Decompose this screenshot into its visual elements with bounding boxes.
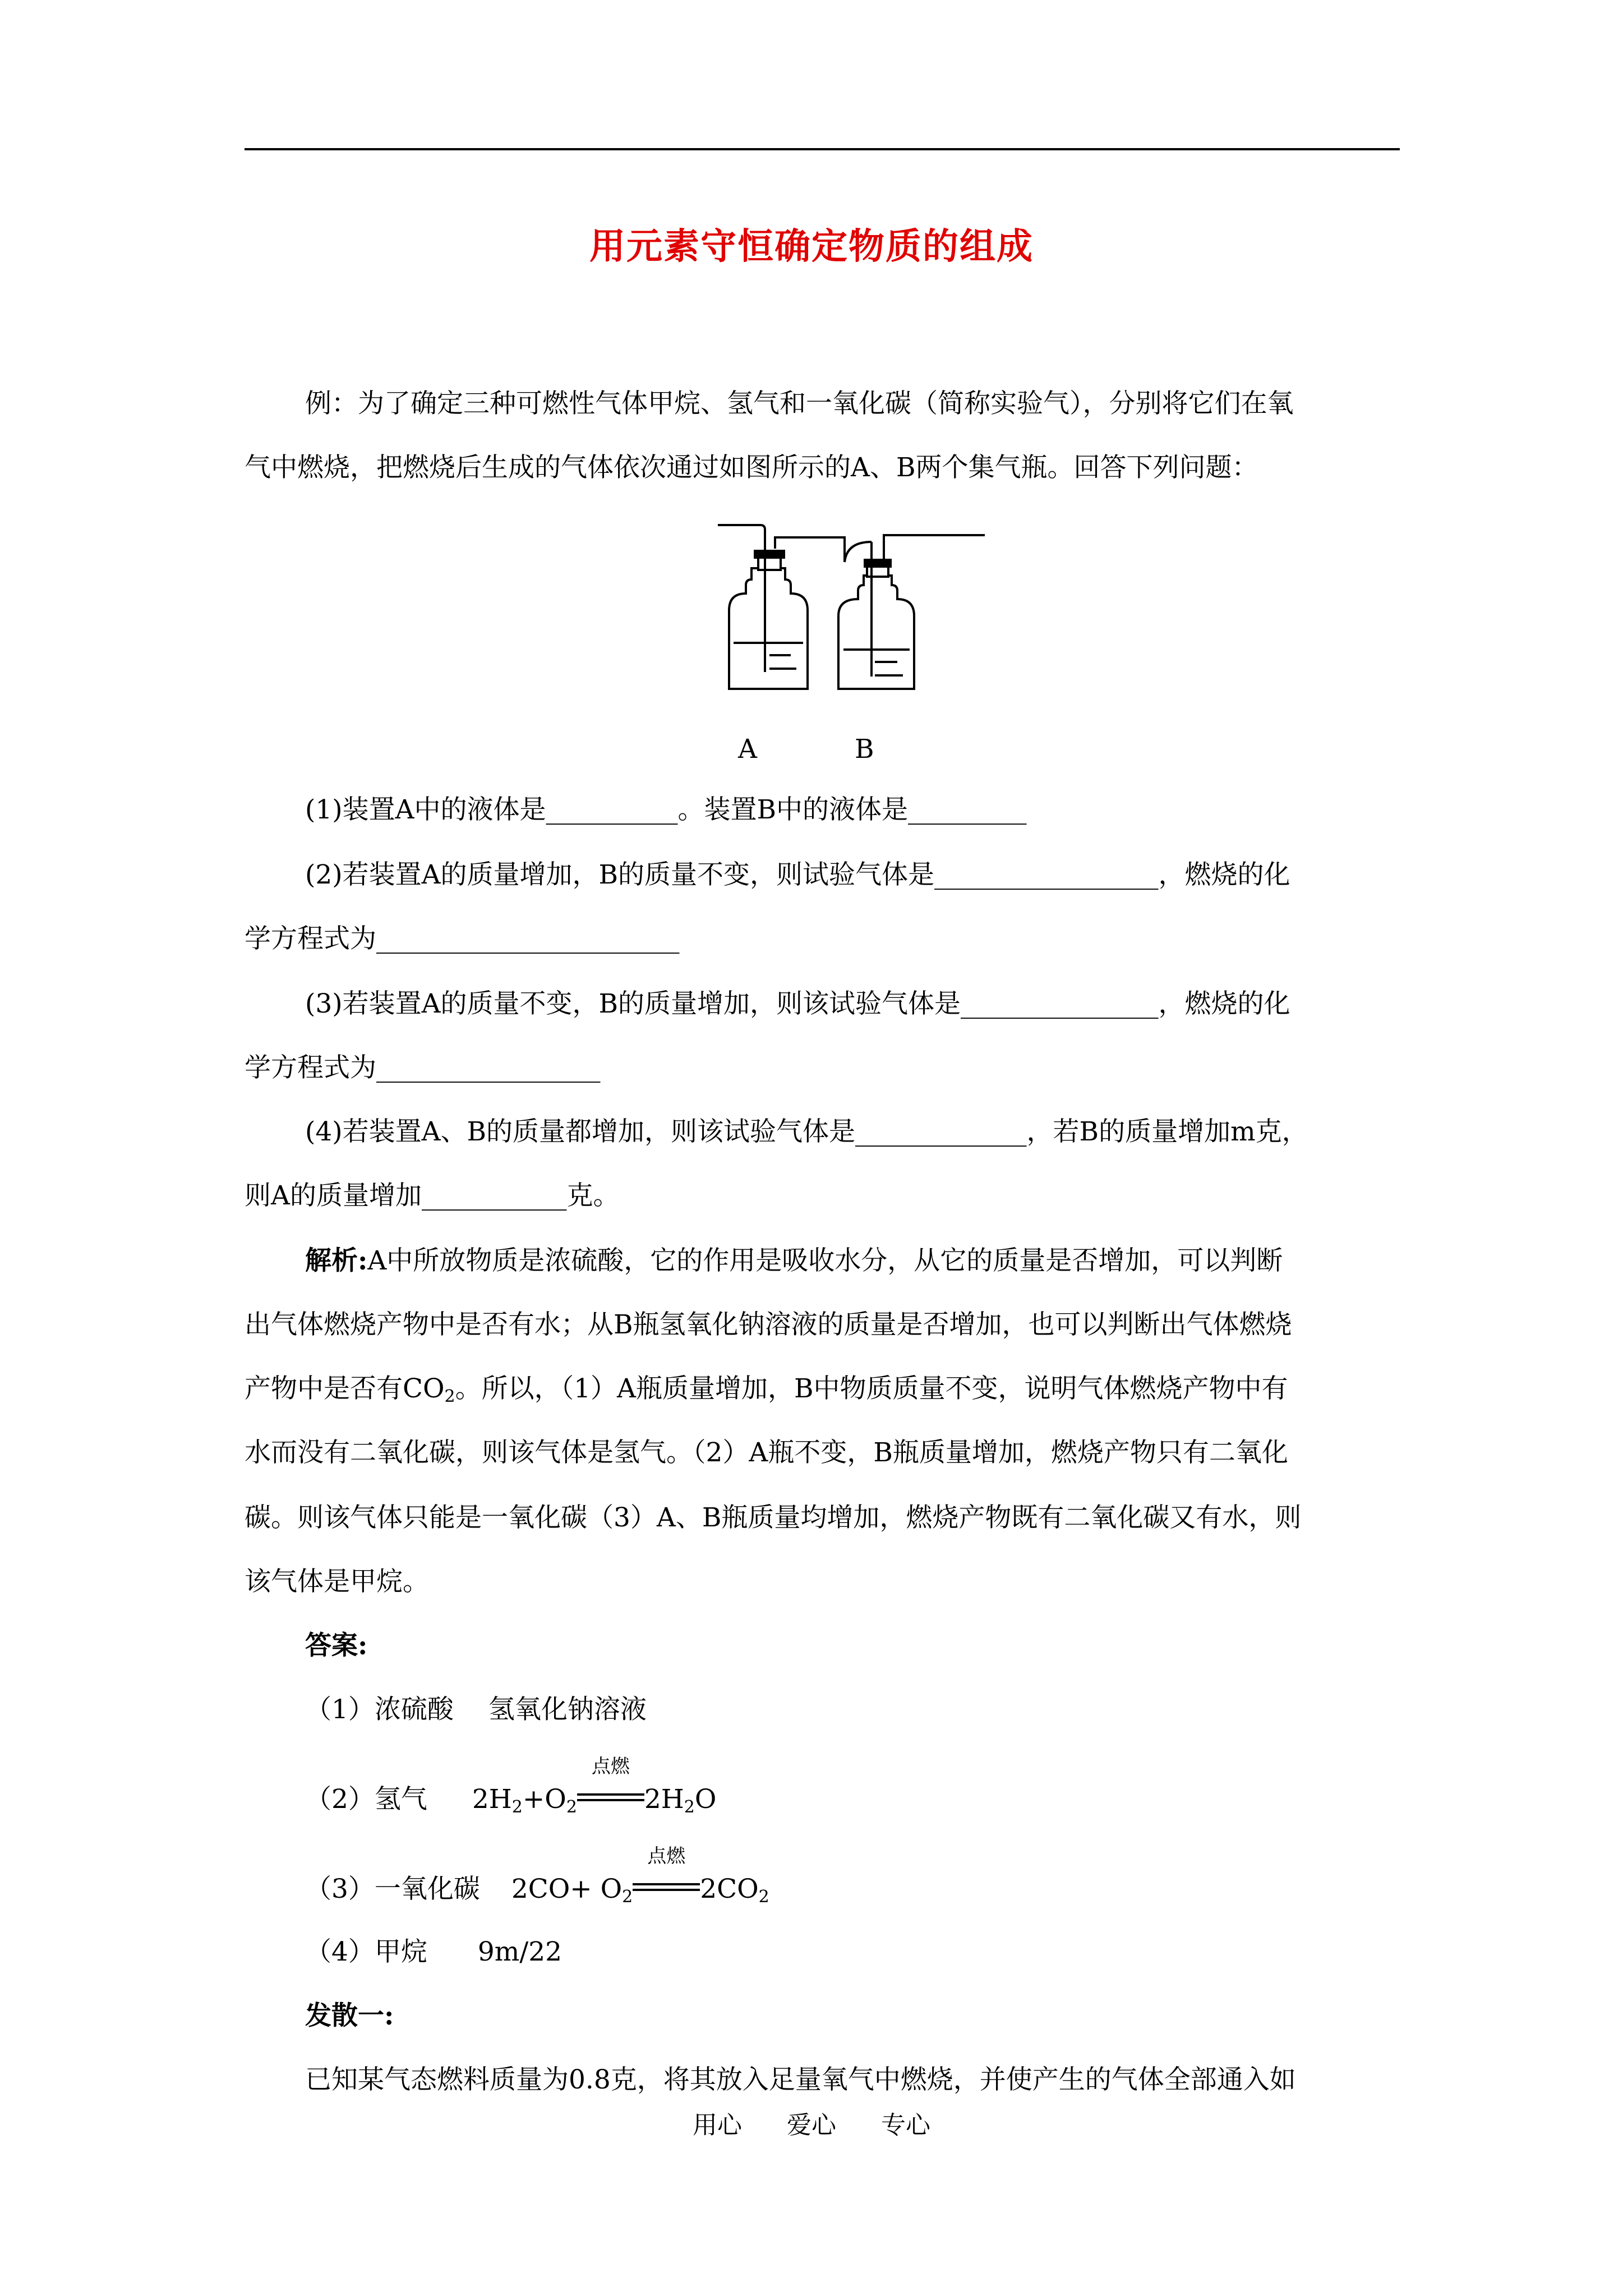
question-2-line-1: (2)若装置A的质量增加，B的质量不变，则试验气体是_________________，燃烧的化 xyxy=(305,859,1290,890)
apparatus-figure xyxy=(707,515,998,700)
header-rule xyxy=(245,148,1400,150)
analysis-line-2: 出气体燃烧产物中是否有水；从B瓶氢氧化钠溶液的质量是否增加，也可以判断出气体燃烧 xyxy=(245,1309,1292,1340)
reaction-arrow: 点燃 xyxy=(577,1786,644,1812)
example-line-1: 例：为了确定三种可燃性气体甲烷、氢气和一氧化碳（简称实验气），分别将它们在氧 xyxy=(305,388,1294,419)
analysis-line-1: 解析:A中所放物质是浓硫酸，它的作用是吸收水分，从它的质量是否增加，可以判断 xyxy=(305,1245,1283,1276)
answer-3: （3）一氧化碳 $2CO+ O_2$ 点燃 $2CO_2$ xyxy=(305,1845,769,1907)
figure-label-a: A xyxy=(738,734,757,765)
question-3-line-1: (3)若装置A的质量不变，B的质量增加，则该试验气体是_______________，燃烧的化 xyxy=(305,988,1290,1019)
reaction-arrow: 点燃 xyxy=(633,1876,700,1902)
page-footer: 用心 爱心 专心 xyxy=(693,2111,930,2139)
question-4-line-2: 则A的质量增加___________克。 xyxy=(245,1180,620,1211)
analysis-line-5: 碳。则该气体只能是一氧化碳（3）A、B瓶质量均增加，燃烧产物既有二氧化碳又有水，则 xyxy=(245,1502,1302,1533)
answer-1: （1）浓硫酸 氢氧化钠溶液 xyxy=(305,1694,647,1725)
question-3-line-2: 学方程式为_________________ xyxy=(245,1052,601,1083)
answer-4: （4）甲烷 9m/22 xyxy=(305,1936,562,1967)
answers-label: 答案: xyxy=(305,1630,368,1661)
extension-label: 发散一: xyxy=(305,2000,394,2031)
page-title: 用元素守恒确定物质的组成 xyxy=(589,226,1034,268)
extension-line-1: 已知某气态燃料质量为0.8克，将其放入足量氧气中燃烧，并使产生的气体全部通入如 xyxy=(305,2064,1296,2095)
question-2-line-2: 学方程式为_______________________ xyxy=(245,923,680,954)
analysis-line-6: 该气体是甲烷。 xyxy=(245,1566,429,1597)
analysis-label: 解析: xyxy=(305,1245,368,1276)
analysis-line-3: 产物中是否有$CO_2$。所以，（1）A瓶质量增加，B中物质质量不变，说明气体燃烧产物中有 xyxy=(245,1373,1288,1406)
analysis-line-4: 水而没有二氧化碳，则该气体是氢气。（2）A瓶不变，B瓶质量增加，燃烧产物只有二氧化 xyxy=(245,1437,1288,1468)
question-1: (1)装置A中的液体是__________。装置B中的液体是_________ xyxy=(305,794,1027,825)
answer-2: （2）氢气 $2H_2+O_2$ 点燃 $2H_2O$ xyxy=(305,1755,717,1817)
question-4-line-1: (4)若装置A、B的质量都增加，则该试验气体是_____________，若B的质量增加m克， xyxy=(305,1116,1308,1147)
figure-label-b: B xyxy=(855,734,874,765)
example-line-2: 气中燃烧，把燃烧后生成的气体依次通过如图所示的A、B两个集气瓶。回答下列问题： xyxy=(245,452,1258,483)
